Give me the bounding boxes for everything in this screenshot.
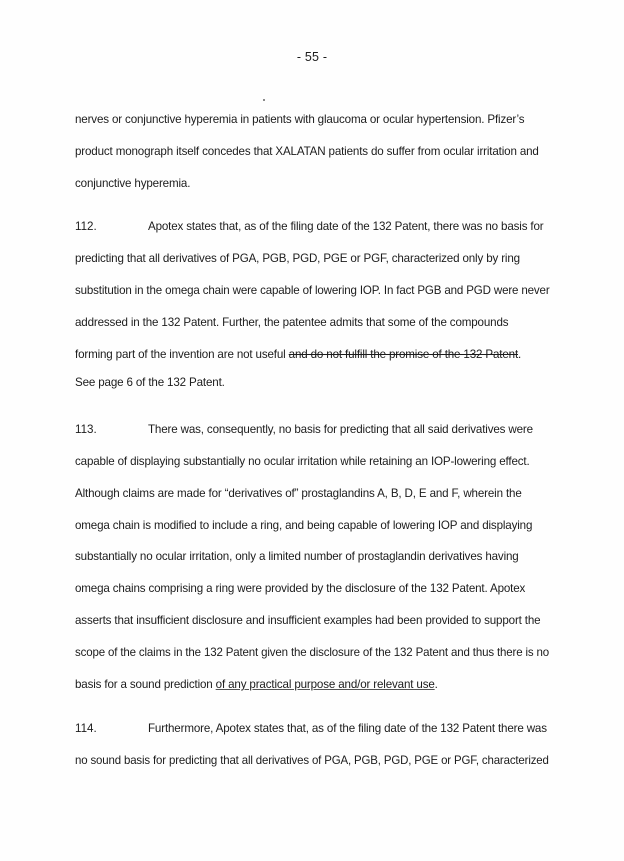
text-segment: basis for a sound prediction bbox=[75, 678, 216, 691]
text-line: Apotex states that, as of the filing date of the 132 Patent, there was no basis for bbox=[148, 220, 544, 233]
text-line: Although claims are made for “derivatives of” prostaglandins A, B, D, E and F, wherein the bbox=[75, 487, 522, 500]
page-number: - 55 - bbox=[296, 50, 328, 64]
text-line: See page 6 of the 132 Patent. bbox=[75, 376, 225, 389]
text-line: asserts that insufficient disclosure and insufficient examples had been provided to support the bbox=[75, 614, 541, 627]
text-line: conjunctive hyperemia. bbox=[75, 177, 191, 190]
paragraph-number: 112. bbox=[75, 220, 97, 233]
text-segment: . bbox=[434, 678, 438, 691]
scan-speck bbox=[263, 99, 265, 101]
text-line: addressed in the 132 Patent. Further, the patentee admits that some of the compounds bbox=[75, 316, 509, 329]
text-line: There was, consequently, no basis for predicting that all said derivatives were bbox=[148, 423, 533, 436]
text-line: capable of displaying substantially no ocular irritation while retaining an IOP-lowering effect. bbox=[75, 455, 530, 468]
text-line: substitution in the omega chain were capable of lowering IOP. In fact PGB and PGD were never bbox=[75, 284, 550, 297]
text-line: Furthermore, Apotex states that, as of the filing date of the 132 Patent there was bbox=[148, 722, 547, 735]
text-line: substantially no ocular irritation, only a limited number of prostaglandin derivatives having bbox=[75, 550, 519, 563]
text-line: nerves or conjunctive hyperemia in patients with glaucoma or ocular hypertension. Pfizer’s bbox=[75, 113, 525, 126]
text-line: omega chain is modified to include a ring, and being capable of lowering IOP and displaying bbox=[75, 519, 533, 532]
text-line: no sound basis for predicting that all derivatives of PGA, PGB, PGD, PGE or PGF, characterized bbox=[75, 754, 549, 767]
text-segment: . bbox=[518, 348, 522, 361]
underlined-text: of any practical purpose and/or relevant use bbox=[215, 678, 435, 691]
text-line: predicting that all derivatives of PGA, PGB, PGD, PGE or PGF, characterized only by ring bbox=[75, 252, 520, 265]
text-line-with-strikethrough bbox=[75, 347, 521, 363]
paragraph-number: 113. bbox=[75, 423, 97, 436]
struck-text: and do not fulfill the promise of the 132 Patent bbox=[288, 348, 519, 361]
paragraph-number: 114. bbox=[75, 722, 97, 735]
text-line: omega chains comprising a ring were provided by the disclosure of the 132 Patent. Apotex bbox=[75, 582, 526, 595]
text-line-with-underline bbox=[75, 677, 438, 693]
text-line: product monograph itself concedes that XALATAN patients do suffer from ocular irritation and bbox=[75, 145, 539, 158]
text-line: scope of the claims in the 132 Patent given the disclosure of the 132 Patent and thus there is no bbox=[75, 646, 550, 659]
text-segment: forming part of the invention are not useful bbox=[75, 348, 289, 361]
